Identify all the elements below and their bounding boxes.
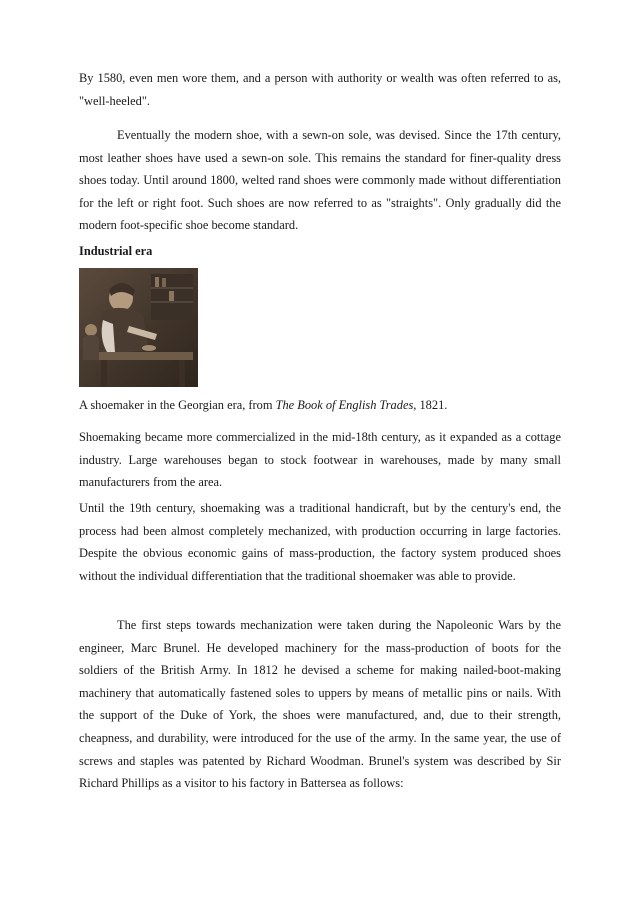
paragraph-brunel: The first steps towards mechanization were taken during the Napoleonic Wars by the engineer, Marc Brunel. He developed machinery for the mass-production of boots for the soldiers of the British Army. In 1812 he devised a scheme for making nailed-boot-making machinery that automatically fastened soles to uppers by means of metallic pins or nails. With the support of the Duke of York, the shoes were manufactured, and, due to their strength, cheapness, and durability, were introduced for the use of the army. In the same year, the use of screws and staples was patented by Richard Woodman. Brunel's system was described by Sir Richard Phillips as a visitor to his factory in Battersea as follows:	[79, 618, 561, 791]
paragraph-well-heeled: By 1580, even men wore them, and a person with authority or wealth was often referred to as, "well-heeled".	[79, 71, 561, 108]
paragraph-mechanized: Until the 19th century, shoemaking was a traditional handicraft, but by the century's end, the process had been almost completely mechanized, with production occurring in large factories. Despite the obvious economic gains of mass-production, the factory system produced shoes without the individual differentiation that the traditional shoemaker was able to provide.	[79, 501, 561, 583]
caption-book-title: The Book of English Trades	[275, 398, 414, 412]
caption-text-end: , 1821.	[413, 398, 448, 412]
paragraph-commercialized: Shoemaking became more commercialized in the mid-18th century, as it expanded as a cottage industry. Large warehouses began to stock footwear in warehouses, made by many small manufacturers from the area.	[79, 430, 561, 490]
section-heading-industrial-era: Industrial era	[79, 244, 153, 258]
figure-caption	[79, 394, 561, 416]
shoemaker-engraving-image	[79, 268, 198, 387]
paragraph-modern-shoe: Eventually the modern shoe, with a sewn-on sole, was devised. Since the 17th century, most leather shoes have used a sewn-on sole. This remains the standard for finer-quality dress shoes today. Until around 1800, welted rand shoes were commonly made without differentiation for the left or right foot. Such shoes are now referred to as "straights". Only gradually did the modern foot-specific shoe become standard.	[79, 128, 561, 233]
caption-text-start: A shoemaker in the Georgian era, from	[79, 398, 276, 412]
